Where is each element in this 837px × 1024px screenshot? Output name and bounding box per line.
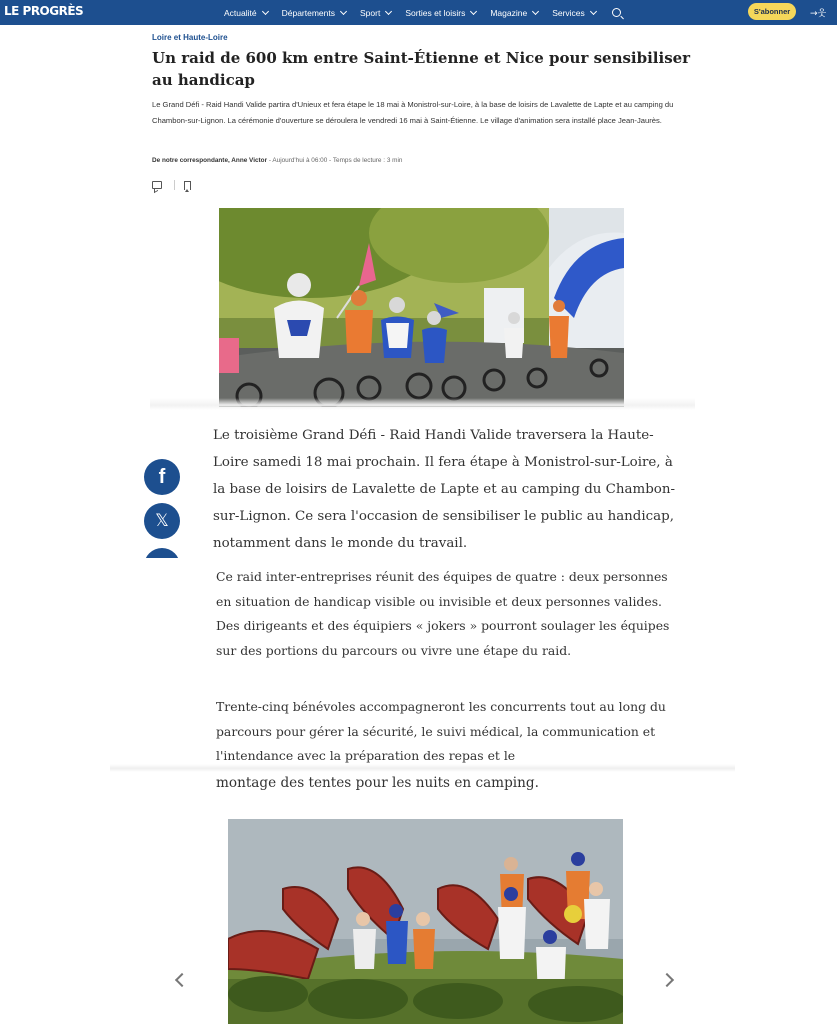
- article-photo-cyclists: [219, 208, 624, 407]
- article-paragraph: Ce raid inter-entreprises réunit des équipes de quatre : deux personnes en situation de handicap visible ou invisible et deux personnes valides. Des dirigeants et des équipiers « jokers » pourront soulager les équipes sur des portions du parcours ou vivre une étape du raid.: [216, 569, 670, 658]
- paragraph-text-end: montage des tentes pour les nuits en camping.: [216, 774, 539, 791]
- chevron-down-icon: [590, 7, 597, 14]
- share-more-button[interactable]: [144, 548, 180, 558]
- chevron-down-icon: [385, 7, 392, 14]
- paragraph-text: Trente-cinq bénévoles accompagneront les concurrents tout au long du parcours pour gérer la sécurité, le suivi médical, la communication et l'intendance avec la préparation des repas et le: [216, 699, 666, 763]
- article-paragraph: Le troisième Grand Défi - Raid Handi Valide traversera la Haute-Loire samedi 18 mai prochain. Il fera étape à Monistrol-sur-Loire, à la base de loisirs de Lavalette de Lapte et au camping du Chambon-sur-Lignon. Ce sera l'occasion de sensibiliser le public au handicap, notamment dans le monde du travail.: [213, 428, 675, 551]
- content-separator: [110, 764, 735, 772]
- comment-icon[interactable]: [152, 181, 162, 189]
- share-facebook-button[interactable]: f: [144, 459, 180, 495]
- carousel-next-button[interactable]: [660, 973, 674, 987]
- article-kicker[interactable]: Loire et Haute-Loire: [152, 33, 228, 42]
- search-icon[interactable]: [612, 8, 621, 17]
- chevron-down-icon: [532, 7, 539, 14]
- article-title: Un raid de 600 km entre Saint-Étienne et Nice pour sensibiliser au handicap: [152, 49, 691, 89]
- byline-author: De notre correspondante, Anne Victor: [152, 157, 268, 164]
- nav-item-departements[interactable]: Départements: [282, 8, 346, 18]
- image-shadow: [150, 398, 695, 410]
- chevron-down-icon: [262, 7, 269, 14]
- nav-item-sport[interactable]: Sport: [360, 8, 391, 18]
- site-logo[interactable]: LE PROGRÈS: [4, 4, 84, 18]
- rafts-illustration: [228, 819, 623, 1024]
- article-lead: Le Grand Défi - Raid Handi Valide partira d'Unieux et fera étape le 18 mai à Monistrol-sur-Loire, à la base de loisirs de Lavalette de Lapte et au camping du Chambon-sur-Lignon. La cérémonie d'ouverture se déroulera le vendredi 16 mai à Saint-Étienne. Le village d'animation sera installé place Jean-Jaurès.: [152, 100, 674, 125]
- chevron-down-icon: [470, 7, 477, 14]
- article-paragraph: [216, 695, 686, 797]
- login-icon[interactable]: →웃: [810, 9, 827, 19]
- article-photo-rafts: [228, 819, 623, 1024]
- divider: [174, 180, 175, 190]
- bookmark-icon[interactable]: [184, 181, 191, 190]
- carousel-prev-button[interactable]: [175, 973, 189, 987]
- top-navigation-bar: [0, 0, 837, 25]
- chevron-down-icon: [340, 7, 347, 14]
- main-nav: [224, 0, 621, 25]
- nav-item-actualite[interactable]: Actualité: [224, 8, 268, 18]
- nav-item-magazine[interactable]: Magazine: [490, 8, 538, 18]
- cyclists-illustration: [219, 208, 624, 407]
- nav-item-services[interactable]: Services: [552, 8, 596, 18]
- subscribe-button[interactable]: S'abonner: [748, 3, 796, 20]
- share-icon: [144, 548, 180, 558]
- article-byline: [152, 157, 402, 164]
- byline-time: - Aujourd'hui à 06:00: [267, 157, 328, 164]
- share-x-button[interactable]: 𝕏: [144, 503, 180, 539]
- article-tools: [152, 180, 191, 190]
- byline-reading-time: - Temps de lecture : 3 min: [327, 157, 403, 164]
- nav-item-sorties[interactable]: Sorties et loisirs: [405, 8, 476, 18]
